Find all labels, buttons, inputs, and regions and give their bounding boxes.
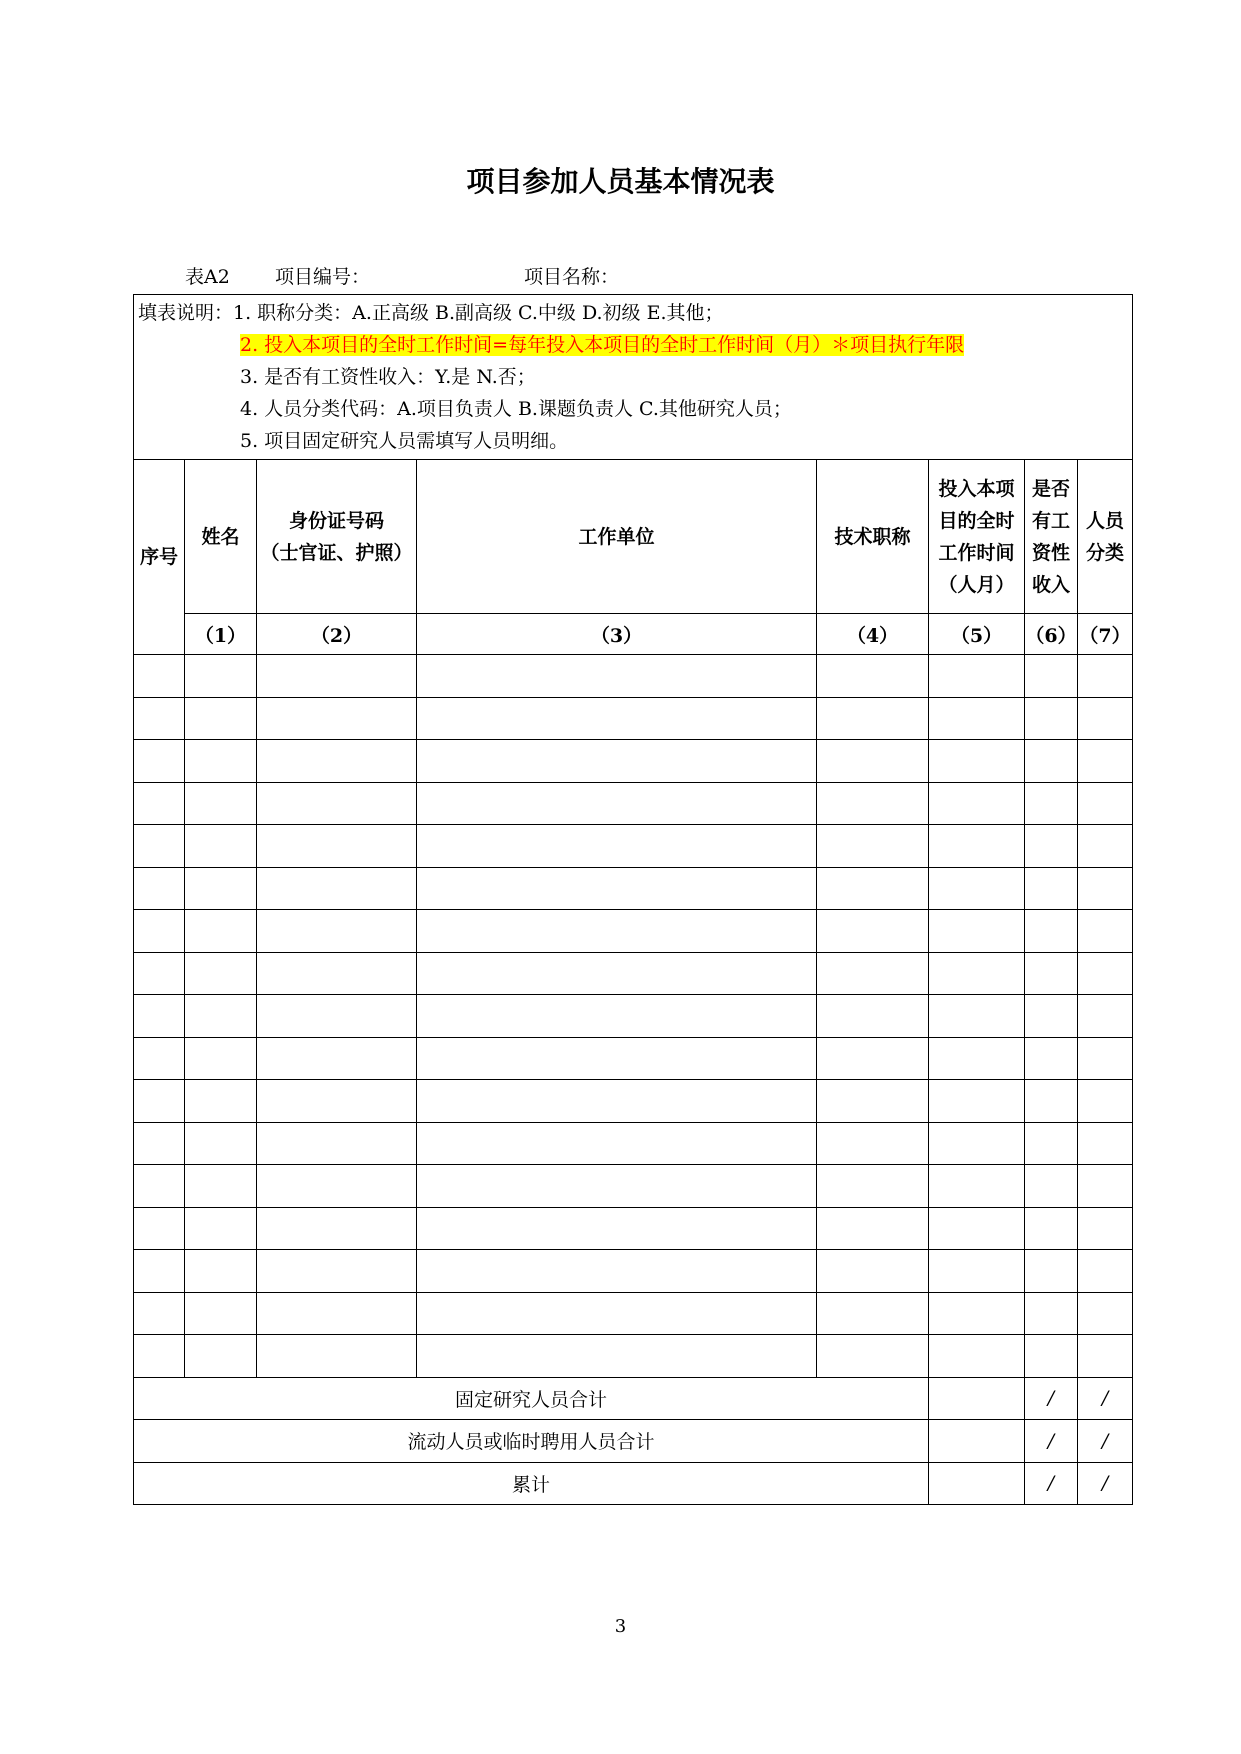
col-number-3: （3）	[417, 614, 817, 655]
table-cell[interactable]	[185, 910, 257, 953]
table-cell[interactable]	[1025, 1080, 1078, 1123]
table-cell[interactable]	[1025, 1250, 1078, 1293]
instruction-item-5: 5. 项目固定研究人员需填写人员明细。	[240, 430, 569, 452]
instruction-item-3: 3. 是否有工资性收入：Y.是 N.否；	[240, 366, 536, 388]
table-cell[interactable]	[417, 1207, 817, 1250]
instruction-line-1	[138, 297, 1128, 329]
table-cell[interactable]	[134, 867, 185, 910]
table-row	[134, 697, 1133, 740]
table-cell[interactable]	[257, 1207, 417, 1250]
summary-slash: /	[1025, 1462, 1078, 1505]
table-row	[134, 1122, 1133, 1165]
summary-label: 累计	[134, 1462, 929, 1505]
table-cell[interactable]	[817, 910, 929, 953]
col-number-4: （4）	[817, 614, 929, 655]
table-cell[interactable]	[134, 825, 185, 868]
col-number-2: （2）	[257, 614, 417, 655]
table-cell[interactable]	[1025, 910, 1078, 953]
table-cell[interactable]	[417, 910, 817, 953]
summary-slash: /	[1078, 1420, 1133, 1463]
table-cell[interactable]	[1025, 655, 1078, 698]
table-cell[interactable]	[185, 1122, 257, 1165]
col-number-6: （6）	[1025, 614, 1078, 655]
instruction-line-4	[138, 393, 1128, 425]
table-cell[interactable]	[134, 782, 185, 825]
table-cell[interactable]	[185, 952, 257, 995]
table-cell[interactable]	[929, 740, 1025, 783]
table-cell[interactable]	[817, 1250, 929, 1293]
header-time-line: 工作时间	[938, 541, 1015, 564]
table-cell[interactable]	[185, 655, 257, 698]
table-cell[interactable]	[134, 1207, 185, 1250]
table-cell[interactable]	[417, 1122, 817, 1165]
table-row	[134, 910, 1133, 953]
header-time	[929, 460, 1025, 614]
table-cell[interactable]	[817, 1080, 929, 1123]
table-cell[interactable]	[134, 1037, 185, 1080]
table-cell[interactable]	[257, 995, 417, 1038]
personnel-table	[133, 294, 1133, 1505]
summary-row	[134, 1377, 1133, 1420]
table-cell[interactable]	[1078, 1250, 1133, 1293]
header-category-line: 分类	[1086, 541, 1125, 564]
table-row	[134, 1292, 1133, 1335]
table-cell[interactable]	[817, 952, 929, 995]
table-cell[interactable]	[185, 782, 257, 825]
table-cell[interactable]	[1025, 1037, 1078, 1080]
table-cell[interactable]	[417, 1165, 817, 1208]
summary-slash: /	[1025, 1420, 1078, 1463]
header-time-line: （人月）	[938, 573, 1015, 596]
table-cell[interactable]	[817, 1292, 929, 1335]
table-cell[interactable]	[1078, 995, 1133, 1038]
header-category	[1078, 460, 1133, 614]
header-seq: 序号	[134, 460, 185, 655]
table-row	[134, 1037, 1133, 1080]
table-row	[134, 867, 1133, 910]
table-row	[134, 655, 1133, 698]
table-cell[interactable]	[417, 740, 817, 783]
table-cell[interactable]	[1078, 1292, 1133, 1335]
summary-value-cell[interactable]	[929, 1377, 1025, 1420]
table-cell[interactable]	[134, 697, 185, 740]
table-cell[interactable]	[185, 1335, 257, 1378]
table-cell[interactable]	[1078, 697, 1133, 740]
page-title: 项目参加人员基本情况表	[466, 165, 775, 198]
table-cell[interactable]	[929, 1122, 1025, 1165]
table-cell[interactable]	[134, 1080, 185, 1123]
table-cell[interactable]	[257, 1037, 417, 1080]
table-cell[interactable]	[417, 655, 817, 698]
table-cell[interactable]	[929, 995, 1025, 1038]
table-cell[interactable]	[929, 867, 1025, 910]
table-row	[134, 952, 1133, 995]
table-cell[interactable]	[1025, 1207, 1078, 1250]
table-cell[interactable]	[257, 867, 417, 910]
table-cell[interactable]	[185, 1207, 257, 1250]
col-number-5: （5）	[929, 614, 1025, 655]
table-cell[interactable]	[929, 697, 1025, 740]
table-cell[interactable]	[1078, 867, 1133, 910]
table-row	[134, 1250, 1133, 1293]
table-cell[interactable]	[929, 655, 1025, 698]
table-cell[interactable]	[1078, 1080, 1133, 1123]
table-row	[134, 1165, 1133, 1208]
table-cell[interactable]	[1078, 1165, 1133, 1208]
table-cell[interactable]	[417, 1037, 817, 1080]
page-number: 3	[614, 1616, 627, 1637]
table-cell[interactable]	[257, 825, 417, 868]
table-cell[interactable]	[417, 782, 817, 825]
summary-row	[134, 1420, 1133, 1463]
table-row	[134, 1207, 1133, 1250]
table-cell[interactable]	[257, 1335, 417, 1378]
table-cell[interactable]	[929, 1037, 1025, 1080]
table-cell[interactable]	[134, 1335, 185, 1378]
table-cell[interactable]	[257, 740, 417, 783]
table-cell[interactable]	[817, 825, 929, 868]
table-cell[interactable]	[817, 697, 929, 740]
header-time-line: 投入本项	[938, 477, 1015, 500]
table-cell[interactable]	[257, 1165, 417, 1208]
table-cell[interactable]	[134, 995, 185, 1038]
table-cell[interactable]	[1025, 1122, 1078, 1165]
table-cell[interactable]	[1025, 1292, 1078, 1335]
table-cell[interactable]	[1078, 655, 1133, 698]
table-cell[interactable]	[1078, 1335, 1133, 1378]
table-cell[interactable]	[185, 995, 257, 1038]
table-cell[interactable]	[929, 1250, 1025, 1293]
table-cell[interactable]	[417, 867, 817, 910]
table-cell[interactable]	[257, 1292, 417, 1335]
summary-value-cell[interactable]	[929, 1420, 1025, 1463]
table-cell[interactable]	[929, 1165, 1025, 1208]
header-unit: 工作单位	[417, 460, 817, 614]
table-cell[interactable]	[929, 1207, 1025, 1250]
table-row	[134, 782, 1133, 825]
table-cell[interactable]	[817, 1165, 929, 1208]
table-cell[interactable]	[134, 655, 185, 698]
instruction-line-3	[138, 361, 1128, 393]
table-cell[interactable]	[134, 1250, 185, 1293]
table-cell[interactable]	[1025, 1165, 1078, 1208]
summary-slash: /	[1078, 1462, 1133, 1505]
summary-slash: /	[1078, 1377, 1133, 1420]
instruction-line-2	[138, 329, 1128, 361]
summary-slash: /	[1025, 1377, 1078, 1420]
col-number-7: （7）	[1078, 614, 1133, 655]
table-cell[interactable]	[1025, 697, 1078, 740]
table-cell[interactable]	[257, 1250, 417, 1293]
instructions	[134, 295, 1133, 460]
table-cell[interactable]	[929, 1292, 1025, 1335]
header-salary-line: 有工	[1031, 509, 1070, 532]
table-cell[interactable]	[185, 1165, 257, 1208]
table-cell[interactable]	[134, 910, 185, 953]
table-cell[interactable]	[1025, 1335, 1078, 1378]
table-cell[interactable]	[134, 1122, 185, 1165]
table-cell[interactable]	[817, 782, 929, 825]
table-cell[interactable]	[185, 1080, 257, 1123]
table-cell[interactable]	[1078, 1207, 1133, 1250]
table-cell[interactable]	[817, 1335, 929, 1378]
table-cell[interactable]	[1078, 1037, 1133, 1080]
table-cell[interactable]	[929, 1335, 1025, 1378]
instruction-item-4: 4. 人员分类代码：A.项目负责人 B.课题负责人 C.其他研究人员；	[240, 398, 792, 420]
table-cell[interactable]	[929, 1080, 1025, 1123]
table-cell[interactable]	[185, 825, 257, 868]
table-cell[interactable]	[1025, 740, 1078, 783]
table-cell[interactable]	[417, 1292, 817, 1335]
table-row	[134, 1080, 1133, 1123]
table-cell[interactable]	[417, 1250, 817, 1293]
table-cell[interactable]	[185, 740, 257, 783]
table-cell[interactable]	[185, 1250, 257, 1293]
table-cell[interactable]	[1025, 867, 1078, 910]
table-cell[interactable]	[417, 825, 817, 868]
header-salary	[1025, 460, 1078, 614]
table-cell[interactable]	[134, 1165, 185, 1208]
table-cell[interactable]	[817, 1207, 929, 1250]
table-cell[interactable]	[1078, 782, 1133, 825]
summary-label: 流动人员或临时聘用人员合计	[134, 1420, 929, 1463]
instruction-item-2-highlighted: 2. 投入本项目的全时工作时间=每年投入本项目的全时工作时间（月）＊项目执行年限	[240, 334, 965, 356]
summary-label: 固定研究人员合计	[134, 1377, 929, 1420]
table-cell[interactable]	[185, 1292, 257, 1335]
table-cell[interactable]	[185, 867, 257, 910]
table-cell[interactable]	[185, 1037, 257, 1080]
header-salary-line: 资性	[1031, 541, 1070, 564]
table-cell[interactable]	[257, 697, 417, 740]
header-id	[257, 460, 417, 614]
table-cell[interactable]	[257, 1080, 417, 1123]
table-cell[interactable]	[817, 867, 929, 910]
table-cell[interactable]	[134, 740, 185, 783]
table-cell[interactable]	[134, 1292, 185, 1335]
table-row	[134, 825, 1133, 868]
instruction-item-1: 1. 职称分类：A.正高级 B.副高级 C.中级 D.初级 E.其他；	[233, 302, 724, 324]
project-name-label: 项目名称：	[524, 266, 620, 288]
table-row	[134, 995, 1133, 1038]
table-cell[interactable]	[817, 655, 929, 698]
project-no-label: 项目编号：	[275, 266, 371, 288]
table-cell[interactable]	[929, 910, 1025, 953]
table-cell[interactable]	[1025, 782, 1078, 825]
table-cell[interactable]	[1025, 995, 1078, 1038]
table-cell[interactable]	[1025, 825, 1078, 868]
header-id-line2: （士官证、护照）	[260, 541, 413, 564]
table-cell[interactable]	[257, 1122, 417, 1165]
table-cell[interactable]	[257, 952, 417, 995]
header-category-line: 人员	[1086, 509, 1125, 532]
table-cell[interactable]	[929, 952, 1025, 995]
header-salary-line: 是否	[1031, 477, 1070, 500]
header-tech-title: 技术职称	[817, 460, 929, 614]
table-cell[interactable]	[257, 782, 417, 825]
table-cell[interactable]	[257, 655, 417, 698]
instructions-lead: 填表说明：	[138, 302, 234, 324]
header-name: 姓名	[185, 460, 257, 614]
table-cell[interactable]	[134, 952, 185, 995]
table-id: 表A2	[185, 266, 230, 288]
table-cell[interactable]	[1078, 910, 1133, 953]
summary-value-cell[interactable]	[929, 1462, 1025, 1505]
table-cell[interactable]	[817, 995, 929, 1038]
table-cell[interactable]	[929, 782, 1025, 825]
table-cell[interactable]	[817, 1122, 929, 1165]
table-cell[interactable]	[1078, 1122, 1133, 1165]
table-cell[interactable]	[817, 1037, 929, 1080]
table-cell[interactable]	[1078, 740, 1133, 783]
table-cell[interactable]	[417, 1335, 817, 1378]
table-cell[interactable]	[817, 740, 929, 783]
table-cell[interactable]	[417, 952, 817, 995]
table-row	[134, 1335, 1133, 1378]
table-cell[interactable]	[417, 697, 817, 740]
col-number-1: （1）	[185, 614, 257, 655]
table-cell[interactable]	[929, 825, 1025, 868]
instruction-line-5	[138, 425, 1128, 457]
table-cell[interactable]	[185, 697, 257, 740]
table-row	[134, 740, 1133, 783]
header-id-line1: 身份证号码	[288, 509, 384, 532]
table-cell[interactable]	[1078, 952, 1133, 995]
table-cell[interactable]	[417, 1080, 817, 1123]
summary-row	[134, 1462, 1133, 1505]
table-cell[interactable]	[257, 910, 417, 953]
table-cell[interactable]	[1078, 825, 1133, 868]
table-cell[interactable]	[417, 995, 817, 1038]
table-cell[interactable]	[1025, 952, 1078, 995]
header-salary-line: 收入	[1031, 573, 1070, 596]
header-time-line: 目的全时	[938, 509, 1015, 532]
